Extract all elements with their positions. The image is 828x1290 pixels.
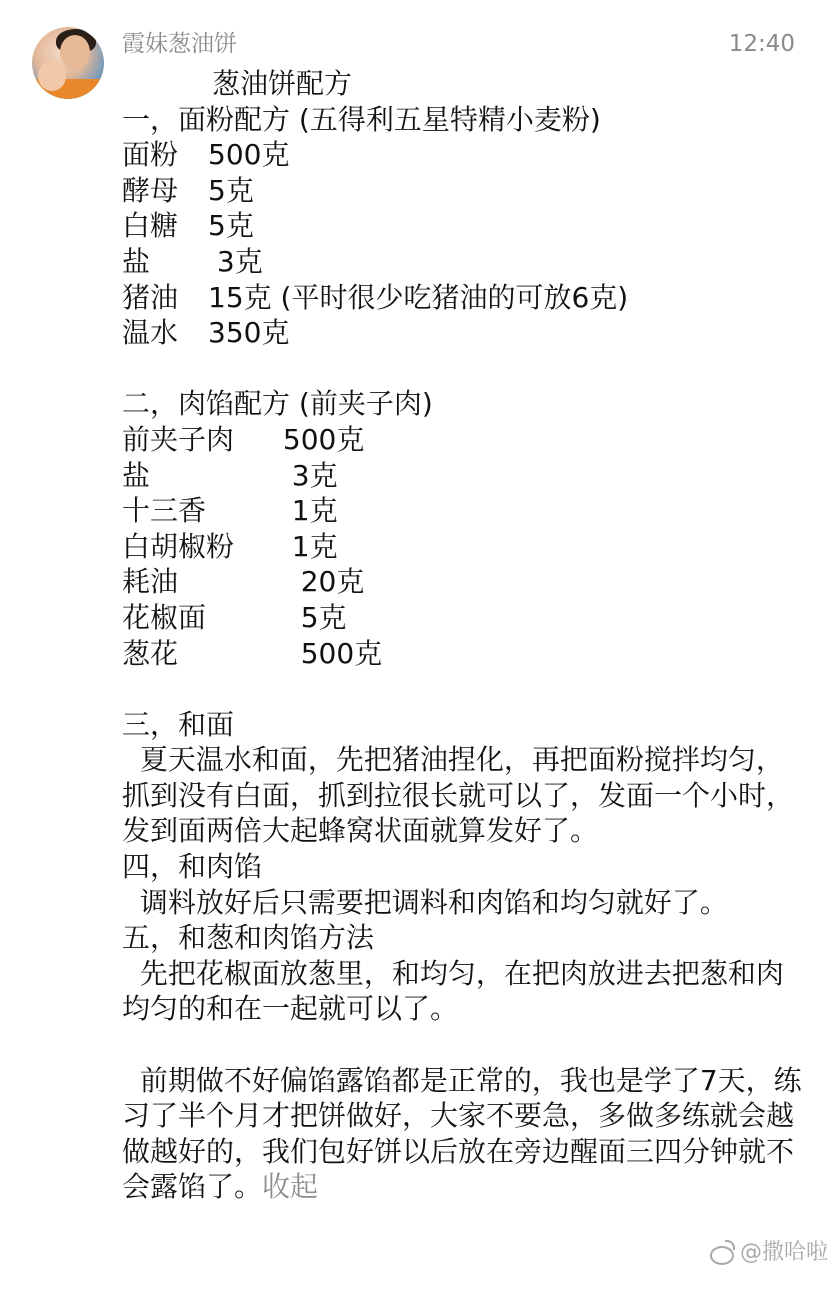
ingredient-amount: 3克 xyxy=(274,458,338,492)
ingredient-amount: 500克 xyxy=(208,138,290,172)
ingredient-name: 盐 xyxy=(122,458,151,492)
blank-line xyxy=(122,1027,802,1063)
recipe-title: 葱油饼配方 xyxy=(212,67,353,100)
section1-heading: 一，面粉配方 (五得利五星特精小麦粉) xyxy=(122,102,601,136)
weibo-logo-icon xyxy=(710,1240,736,1262)
filling-ingredients-list xyxy=(122,422,802,671)
ingredient-row xyxy=(122,280,802,316)
section5-heading: 五，和葱和肉馅方法 xyxy=(122,921,375,955)
ingredient-row xyxy=(122,422,802,458)
ingredient-amount: 1克 xyxy=(274,494,338,528)
ingredient-amount: 500克 xyxy=(274,422,365,456)
ingredient-row xyxy=(122,564,802,600)
section3-body: 夏天温水和面，先把猪油捏化，再把面粉搅拌均匀，抓到没有白面，抓到拉很长就可以了，发面一个小时，发到面两倍大起蜂窝状面就算发好了。 xyxy=(122,743,795,848)
closing-paragraph xyxy=(122,1063,802,1205)
ingredient-row xyxy=(122,315,802,351)
ingredient-name: 白糖 xyxy=(122,209,179,243)
ingredient-name: 盐 xyxy=(122,244,151,278)
ingredient-amount: 1克 xyxy=(274,529,338,563)
ingredient-amount: 15克 (平时很少吃猪油的可放6克) xyxy=(208,280,629,314)
ingredient-row xyxy=(122,636,802,672)
avatar[interactable] xyxy=(32,27,104,99)
watermark xyxy=(710,1235,828,1266)
section4-body: 调料放好后只需要把调料和肉馅和均匀就好了。 xyxy=(122,885,728,919)
blank-line xyxy=(122,671,802,707)
ingredient-name: 葱花 xyxy=(122,636,179,670)
ingredient-row xyxy=(122,137,802,173)
watermark-text: @撒哈啦 xyxy=(739,1240,828,1265)
ingredient-amount: 5克 xyxy=(208,173,254,207)
ingredient-amount: 500克 xyxy=(274,636,383,670)
flour-ingredients-list xyxy=(122,137,802,351)
ingredient-name: 前夹子肉 xyxy=(122,422,235,456)
ingredient-row xyxy=(122,173,802,209)
collapse-link[interactable]: 收起 xyxy=(262,1170,319,1204)
section4-heading: 四，和肉馅 xyxy=(122,850,263,884)
message-body xyxy=(122,66,802,1205)
ingredient-name: 猪油 xyxy=(122,280,179,314)
ingredient-name: 面粉 xyxy=(122,138,179,172)
avatar-face-child xyxy=(38,61,66,91)
ingredient-amount: 20克 xyxy=(274,565,365,599)
ingredient-row xyxy=(122,244,802,280)
ingredient-row xyxy=(122,208,802,244)
ingredient-name: 白胡椒粉 xyxy=(122,529,235,563)
ingredient-name: 酵母 xyxy=(122,173,179,207)
sender-name[interactable]: 霞妹葱油饼 xyxy=(122,31,237,57)
ingredient-amount: 3克 xyxy=(208,244,263,278)
ingredient-row xyxy=(122,493,802,529)
blank-line xyxy=(122,351,802,387)
ingredient-amount: 5克 xyxy=(274,600,347,634)
ingredient-name: 耗油 xyxy=(122,565,179,599)
ingredient-amount: 5克 xyxy=(208,209,254,243)
section5-body: 先把花椒面放葱里，和均匀，在把肉放进去把葱和肉均匀的和在一起就可以了。 xyxy=(122,956,784,1026)
ingredient-name: 十三香 xyxy=(122,494,207,528)
section3-heading: 三，和面 xyxy=(122,707,235,741)
closing-text: 前期做不好偏馅露馅都是正常的，我也是学了7天，练习了半个月才把饼做好，大家不要急，多做多练就会越做越好的，我们包好饼以后放在旁边醒面三四分钟就不会露馅了。 xyxy=(122,1063,802,1204)
section2-heading: 二，肉馅配方 (前夹子肉) xyxy=(122,387,433,421)
ingredient-row xyxy=(122,458,802,494)
ingredient-row xyxy=(122,600,802,636)
ingredient-name: 温水 xyxy=(122,316,179,350)
avatar-face-adult xyxy=(60,35,90,69)
ingredient-name: 花椒面 xyxy=(122,600,207,634)
message-time: 12:40 xyxy=(728,31,795,57)
ingredient-row xyxy=(122,529,802,565)
ingredient-amount: 350克 xyxy=(208,316,290,350)
